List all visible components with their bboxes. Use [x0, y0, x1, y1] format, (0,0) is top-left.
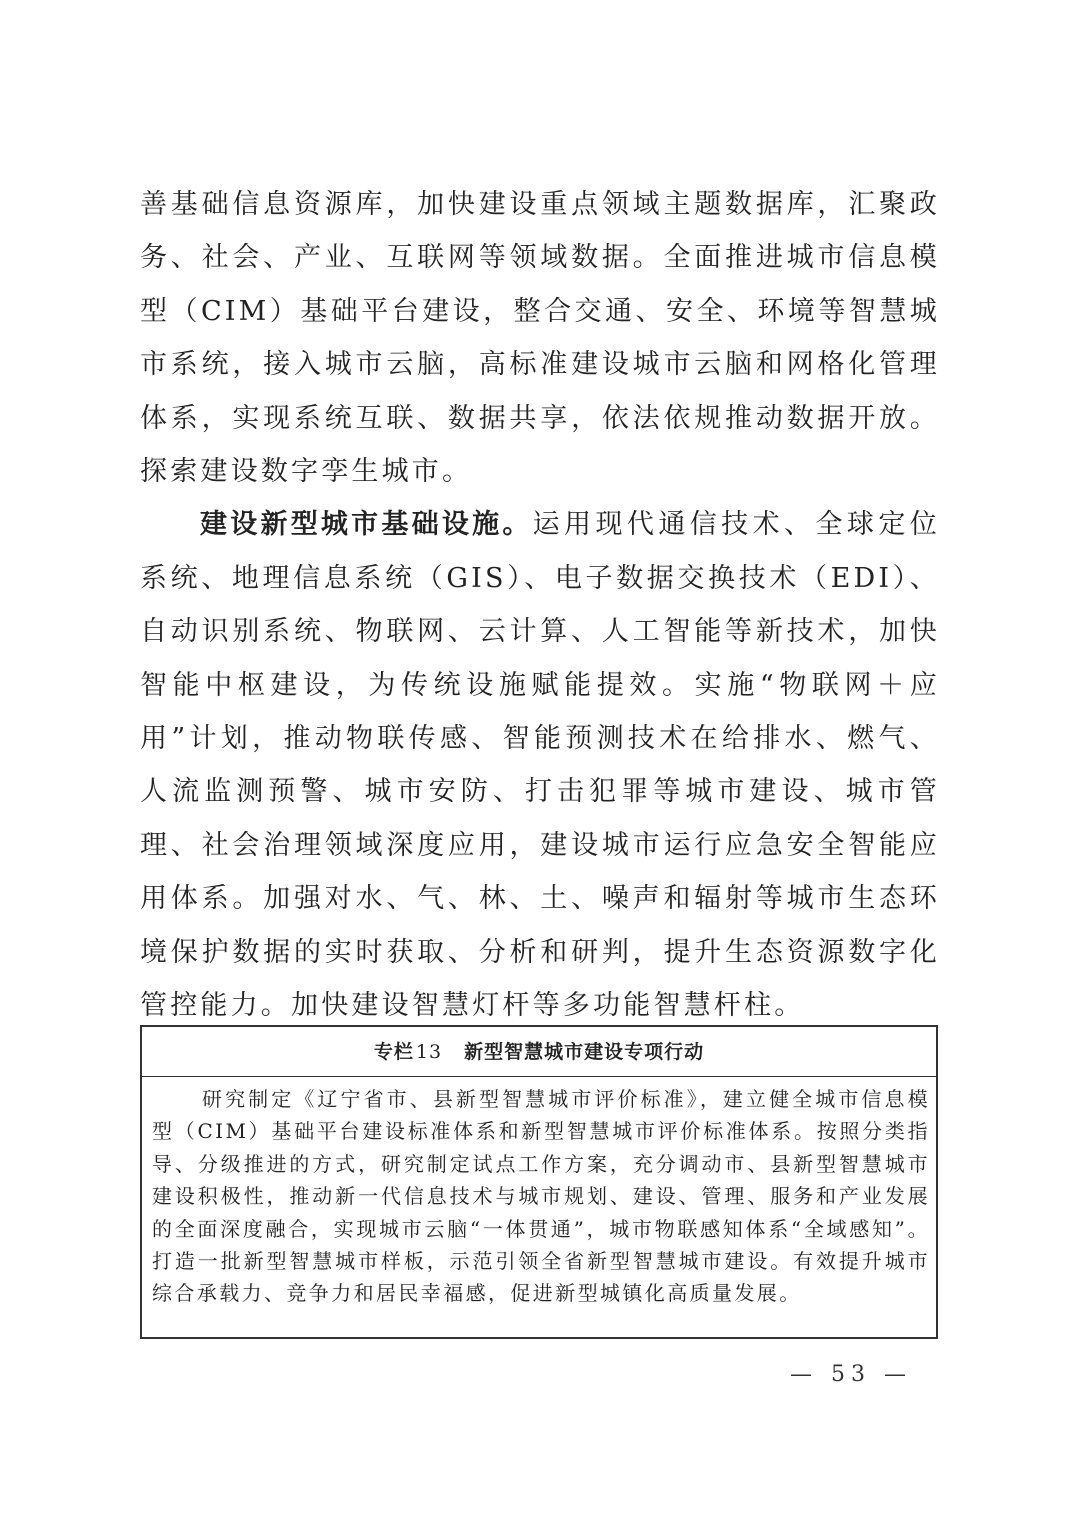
- paragraph-2: [140, 498, 940, 1032]
- paragraph-2-lead: 建设新型城市基础设施。: [200, 509, 533, 541]
- paragraph-2-text: 运用现代通信技术、全球定位系统、地理信息系统（GIS）、电子数据交换技术（EDI）、自动识别系统、物联网、云计算、人工智能等新技术，加快智能中枢建设，为传统设施赋能提效。实施“物联网＋应用”计划，推动物联传感、智能预测技术在给排水、燃气、人流监测预警、城市安防、打击犯罪等城市建设、城市管理、社会治理领域深度应用，建设城市运行应急安全智能应用体系。加强对水、气、林、土、噪声和辐射等城市生态环境保护数据的实时获取、分析和研判，提升生态资源数字化管控能力。加快建设智慧灯杆等多功能智慧杆柱。: [140, 509, 940, 1022]
- body-text: [140, 178, 940, 1033]
- column-number: 13: [415, 1041, 443, 1063]
- column-box-body: 研究制定《辽宁省市、县新型智慧城市评价标准》，建立健全城市信息模型（CIM）基础平台建设标准体系和新型智慧城市评价标准体系。按照分类指导、分级推进的方式，研究制定试点工作方案，充分调动市、县新型智慧城市建设积极性，推动新一代信息技术与城市规划、建设、管理、服务和产业发展的全面深度融合，实现城市云脑“一体贯通”，城市物联感知体系“全域感知”。打造一批新型智慧城市样板，示范引领全省新型智慧城市建设。有效提升城市综合承载力、竞争力和居民幸福感，促进新型城镇化高质量发展。: [152, 1087, 930, 1306]
- column-label: 专栏: [373, 1041, 414, 1063]
- column-box-title: [142, 1027, 936, 1077]
- column-title: 新型智慧城市建设专项行动: [464, 1041, 705, 1063]
- column-box: [140, 1025, 938, 1339]
- paragraph-1: 善基础信息资源库，加快建设重点领域主题数据库，汇聚政务、社会、产业、互联网等领域数据。全面推进城市信息模型（CIM）基础平台建设，整合交通、安全、环境等智慧城市系统，接入城市云脑，高标准建设城市云脑和网格化管理体系，实现系统互联、数据共享，依法依规推动数据开放。探索建设数字孪生城市。: [140, 189, 940, 488]
- page-number: — 53 —: [790, 1362, 912, 1387]
